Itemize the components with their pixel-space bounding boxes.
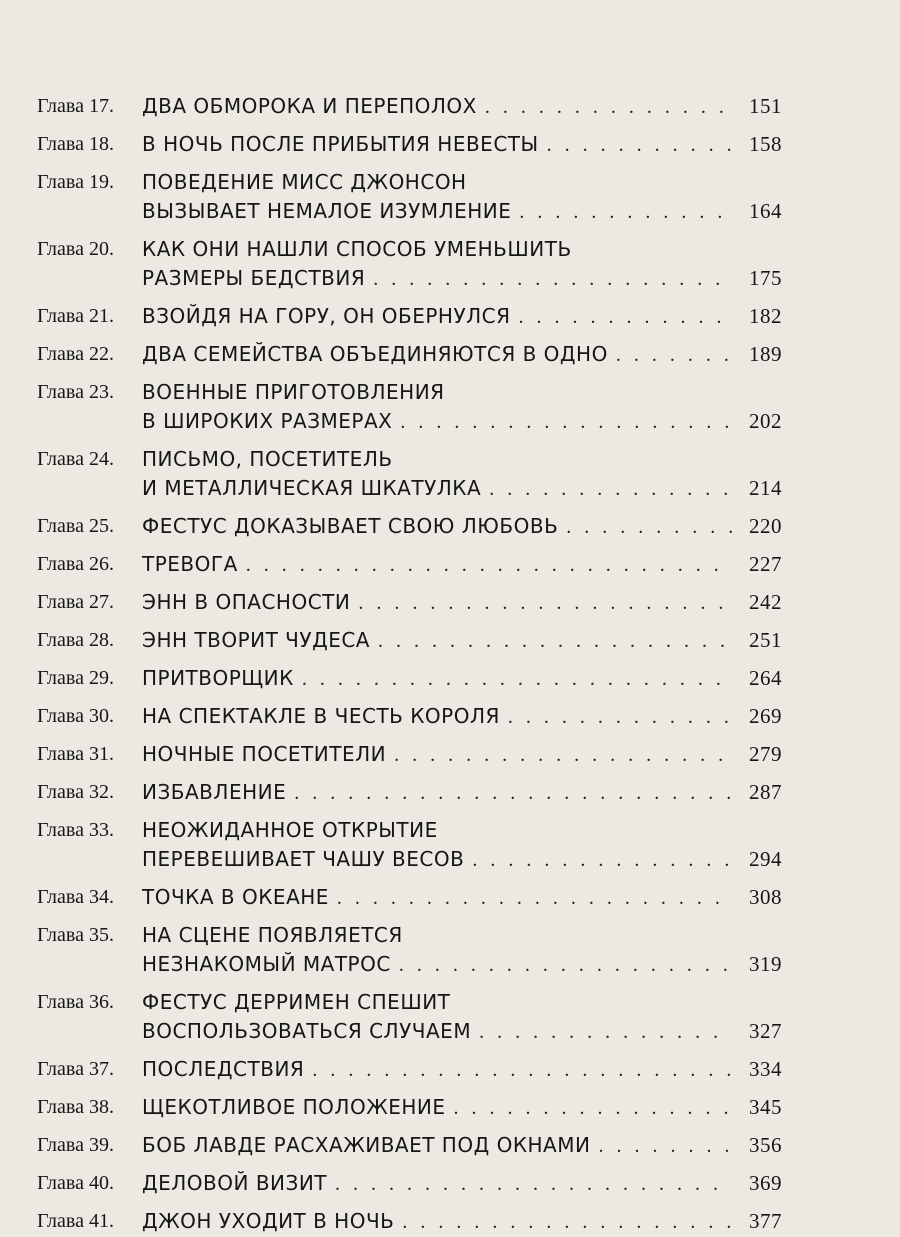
toc-entry <box>37 1093 782 1123</box>
chapter-title-block <box>142 816 782 875</box>
chapter-title-row <box>142 264 782 294</box>
chapter-label: Глава 23. <box>37 381 114 403</box>
page-number: 189 <box>749 342 782 366</box>
page-number: 242 <box>749 590 782 614</box>
chapter-title-line: ВОСПОЛЬЗОВАТЬСЯ СЛУЧАЕМ <box>142 1019 472 1043</box>
chapter-title-line: ТРЕВОГА <box>142 552 238 576</box>
chapter-title-line: ИЗБАВЛЕНИЕ <box>142 780 287 804</box>
chapter-title-line: ПЕРЕВЕШИВАЕТ ЧАШУ ВЕСОВ <box>142 847 465 871</box>
chapter-title-line: ФЕСТУС ДЕРРИМЕН СПЕШИТ <box>142 990 451 1014</box>
chapter-title-line: НЕОЖИДАННОЕ ОТКРЫТИЕ <box>142 818 438 842</box>
chapter-title-row <box>142 1055 782 1085</box>
chapter-title-block <box>142 588 782 618</box>
chapter-label: Глава 21. <box>37 305 114 327</box>
chapter-title-block <box>142 1207 782 1237</box>
chapter-title-row <box>142 407 782 437</box>
dot-leader <box>335 1170 732 1199</box>
page-number: 158 <box>749 132 782 156</box>
chapter-title-row <box>142 474 782 504</box>
chapter-title-block <box>142 302 782 332</box>
toc-entry <box>37 921 782 980</box>
chapter-title-line: КАК ОНИ НАШЛИ СПОСОБ УМЕНЬШИТЬ <box>142 237 572 261</box>
chapter-title-row <box>142 302 782 332</box>
chapter-label: Глава 30. <box>37 705 114 727</box>
dot-leader <box>519 303 732 332</box>
chapter-title-block <box>142 92 782 122</box>
toc-entry <box>37 588 782 618</box>
chapter-title-block <box>142 445 782 504</box>
toc-entry <box>37 702 782 732</box>
page-number: 214 <box>749 476 782 500</box>
page-number: 319 <box>749 952 782 976</box>
chapter-title-row <box>142 550 782 580</box>
chapter-title-block <box>142 550 782 580</box>
page-number: 356 <box>749 1133 782 1157</box>
chapter-label: Глава 24. <box>37 448 114 470</box>
chapter-title-block <box>142 235 782 294</box>
chapter-title-block <box>142 883 782 913</box>
chapter-title-row <box>142 778 782 808</box>
chapter-title-block <box>142 1093 782 1123</box>
page-number: 294 <box>749 847 782 871</box>
toc-entry <box>37 883 782 913</box>
chapter-label: Глава 33. <box>37 819 114 841</box>
toc-entry <box>37 302 782 332</box>
chapter-label: Глава 37. <box>37 1058 114 1080</box>
page-number: 251 <box>749 628 782 652</box>
chapter-title-line: ДЕЛОВОЙ ВИЗИТ <box>142 1171 328 1195</box>
toc-entry <box>37 445 782 504</box>
dot-leader <box>394 741 732 770</box>
dot-leader <box>302 665 732 694</box>
toc-entry <box>37 740 782 770</box>
dot-leader <box>400 408 732 437</box>
chapter-label: Глава 27. <box>37 591 114 613</box>
chapter-title-row <box>142 664 782 694</box>
chapter-label: Глава 19. <box>37 171 114 193</box>
chapter-label: Глава 40. <box>37 1172 114 1194</box>
toc-entry <box>37 1207 782 1237</box>
toc-entry <box>37 1131 782 1161</box>
chapter-title-row <box>142 197 782 227</box>
page-number: 164 <box>749 199 782 223</box>
chapter-title-block <box>142 130 782 160</box>
page-number: 345 <box>749 1095 782 1119</box>
chapter-title-line: НОЧНЫЕ ПОСЕТИТЕЛИ <box>142 742 387 766</box>
dot-leader <box>472 846 732 875</box>
chapter-title-row <box>142 588 782 618</box>
chapter-label: Глава 17. <box>37 95 114 117</box>
dot-leader <box>378 627 732 656</box>
dot-leader <box>616 341 732 370</box>
chapter-label: Глава 41. <box>37 1210 114 1232</box>
page-number: 377 <box>749 1209 782 1233</box>
chapter-title-row <box>142 512 782 542</box>
chapter-title-line: ПОВЕДЕНИЕ МИСС ДЖОНСОН <box>142 170 467 194</box>
chapter-label: Глава 32. <box>37 781 114 803</box>
dot-leader <box>294 779 732 808</box>
dot-leader <box>402 1208 732 1237</box>
chapter-label: Глава 29. <box>37 667 114 689</box>
chapter-title-line: ТОЧКА В ОКЕАНЕ <box>142 885 329 909</box>
toc-entry <box>37 168 782 227</box>
dot-leader <box>373 265 732 294</box>
chapter-title-block <box>142 921 782 980</box>
toc-entry <box>37 512 782 542</box>
toc-entry <box>37 130 782 160</box>
dot-leader <box>358 589 732 618</box>
toc-entry <box>37 1169 782 1199</box>
dot-leader <box>454 1094 732 1123</box>
chapter-title-line: ВЫЗЫВАЕТ НЕМАЛОЕ ИЗУМЛЕНИЕ <box>142 199 512 223</box>
chapter-title-block <box>142 626 782 656</box>
chapter-title-block <box>142 340 782 370</box>
chapter-label: Глава 28. <box>37 629 114 651</box>
page-number: 279 <box>749 742 782 766</box>
chapter-title-line: В ШИРОКИХ РАЗМЕРАХ <box>142 409 393 433</box>
chapter-title-block <box>142 1131 782 1161</box>
page-number: 220 <box>749 514 782 538</box>
dot-leader <box>508 703 732 732</box>
chapter-title-row <box>142 1017 782 1047</box>
page-number: 369 <box>749 1171 782 1195</box>
page-number: 182 <box>749 304 782 328</box>
chapter-title-row <box>142 883 782 913</box>
chapter-title-line: ЭНН ТВОРИТ ЧУДЕСА <box>142 628 370 652</box>
page-number: 202 <box>749 409 782 433</box>
chapter-label: Глава 36. <box>37 991 114 1013</box>
chapter-title-line: ВОЕННЫЕ ПРИГОТОВЛЕНИЯ <box>142 380 445 404</box>
chapter-title-block <box>142 512 782 542</box>
chapter-title-row <box>142 626 782 656</box>
dot-leader <box>547 131 732 160</box>
chapter-title-line: НА СПЕКТАКЛЕ В ЧЕСТЬ КОРОЛЯ <box>142 704 500 728</box>
chapter-title-line: ПОСЛЕДСТВИЯ <box>142 1057 305 1081</box>
page-number: 287 <box>749 780 782 804</box>
toc-entry <box>37 235 782 294</box>
toc-entry <box>37 92 782 122</box>
toc-entry <box>37 778 782 808</box>
toc-entry <box>37 988 782 1047</box>
chapter-title-block <box>142 1055 782 1085</box>
chapter-label: Глава 20. <box>37 238 114 260</box>
dot-leader <box>485 93 732 122</box>
chapter-title-row <box>142 702 782 732</box>
chapter-title-line: РАЗМЕРЫ БЕДСТВИЯ <box>142 266 366 290</box>
chapter-title-line: НЕЗНАКОМЫЙ МАТРОС <box>142 952 391 976</box>
chapter-label: Глава 39. <box>37 1134 114 1156</box>
chapter-title-row <box>142 1131 782 1161</box>
chapter-title-row <box>142 845 782 875</box>
dot-leader <box>489 475 732 504</box>
chapter-title-row <box>142 950 782 980</box>
chapter-title-line: ЩЕКОТЛИВОЕ ПОЛОЖЕНИЕ <box>142 1095 446 1119</box>
page-number: 308 <box>749 885 782 909</box>
toc-entry <box>37 626 782 656</box>
chapter-title-row <box>142 1207 782 1237</box>
chapter-title-line: ВЗОЙДЯ НА ГОРУ, ОН ОБЕРНУЛСЯ <box>142 304 511 328</box>
chapter-label: Глава 31. <box>37 743 114 765</box>
chapter-title-block <box>142 168 782 227</box>
chapter-title-block <box>142 778 782 808</box>
chapter-title-line: ДЖОН УХОДИТ В НОЧЬ <box>142 1209 395 1233</box>
chapter-title-line: ПРИТВОРЩИК <box>142 666 294 690</box>
toc-entry <box>37 550 782 580</box>
chapter-title-row <box>142 340 782 370</box>
chapter-title-line: НА СЦЕНЕ ПОЯВЛЯЕТСЯ <box>142 923 403 947</box>
dot-leader <box>566 513 732 542</box>
chapter-title-block <box>142 702 782 732</box>
chapter-title-row <box>142 740 782 770</box>
chapter-title-block <box>142 664 782 694</box>
toc-entry <box>37 816 782 875</box>
chapter-title-row <box>142 1093 782 1123</box>
chapter-title-block <box>142 1169 782 1199</box>
page-number: 175 <box>749 266 782 290</box>
dot-leader <box>598 1132 732 1161</box>
dot-leader <box>337 884 732 913</box>
page-number: 334 <box>749 1057 782 1081</box>
chapter-label: Глава 22. <box>37 343 114 365</box>
chapter-title-row <box>142 1169 782 1199</box>
chapter-label: Глава 25. <box>37 515 114 537</box>
toc-entry <box>37 1055 782 1085</box>
chapter-title-line: ФЕСТУС ДОКАЗЫВАЕТ СВОЮ ЛЮБОВЬ <box>142 514 559 538</box>
table-of-contents <box>37 92 782 1237</box>
chapter-label: Глава 26. <box>37 553 114 575</box>
chapter-label: Глава 35. <box>37 924 114 946</box>
dot-leader <box>246 551 732 580</box>
toc-entry <box>37 378 782 437</box>
chapter-title-line: ПИСЬМО, ПОСЕТИТЕЛЬ <box>142 447 393 471</box>
chapter-title-line: ДВА ОБМОРОКА И ПЕРЕПОЛОХ <box>142 94 477 118</box>
page-number: 327 <box>749 1019 782 1043</box>
chapter-title-block <box>142 378 782 437</box>
toc-entry <box>37 664 782 694</box>
chapter-title-line: В НОЧЬ ПОСЛЕ ПРИБЫТИЯ НЕВЕСТЫ <box>142 132 539 156</box>
chapter-title-line: ЭНН В ОПАСНОСТИ <box>142 590 351 614</box>
chapter-label: Глава 18. <box>37 133 114 155</box>
page-number: 264 <box>749 666 782 690</box>
chapter-label: Глава 34. <box>37 886 114 908</box>
page-number: 227 <box>749 552 782 576</box>
dot-leader <box>312 1056 732 1085</box>
chapter-title-block <box>142 740 782 770</box>
chapter-title-line: ДВА СЕМЕЙСТВА ОБЪЕДИНЯЮТСЯ В ОДНО <box>142 342 608 366</box>
dot-leader <box>519 198 732 227</box>
chapter-title-block <box>142 988 782 1047</box>
toc-entry <box>37 340 782 370</box>
page-number: 151 <box>749 94 782 118</box>
chapter-title-line: БОБ ЛАВДЕ РАСХАЖИВАЕТ ПОД ОКНАМИ <box>142 1133 591 1157</box>
dot-leader <box>399 951 732 980</box>
chapter-title-row <box>142 130 782 160</box>
chapter-title-line: И МЕТАЛЛИЧЕСКАЯ ШКАТУЛКА <box>142 476 482 500</box>
chapter-label: Глава 38. <box>37 1096 114 1118</box>
chapter-title-row <box>142 92 782 122</box>
page-number: 269 <box>749 704 782 728</box>
dot-leader <box>479 1018 732 1047</box>
